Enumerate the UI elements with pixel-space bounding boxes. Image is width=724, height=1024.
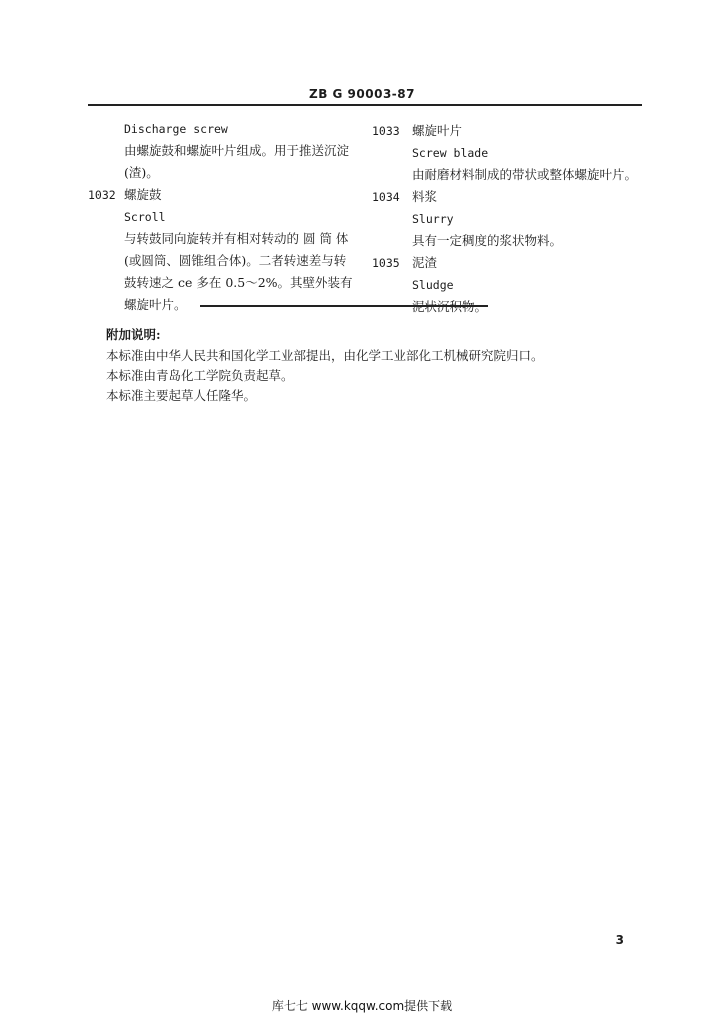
term-en: Sludge [412,278,454,292]
left-column [88,118,358,316]
term-zh: 料浆 [412,189,438,204]
definition-text: 鼓转速之 ce 多在 0.5～2%。其壁外装有 [124,275,353,290]
definition-text: (或圆筒、圆锥组合体)。二者转速差与转 [124,253,347,268]
entry-1034 [372,186,652,208]
entry-number: 1034 [372,190,400,204]
entry-1033 [372,120,652,142]
definition-text: (渣)。 [124,165,159,180]
term-zh: 螺旋鼓 [124,187,162,202]
header-rule [88,104,642,106]
entry-1035 [372,252,652,274]
section-end-rule [200,305,488,307]
note-line: 本标准由青岛化工学院负责起草。 [106,368,294,383]
term-en: Discharge screw [124,122,228,136]
definition-text: 与转鼓同向旋转并有相对转动的 圆 筒 体 [124,231,349,246]
definition-text: 由螺旋鼓和螺旋叶片组成。用于推送沉淀 [124,143,350,158]
right-column [372,120,652,318]
note-line: 本标准由中华人民共和国化学工业部提出，由化学工业部化工机械研究院归口。 [106,348,544,363]
term-en: Screw blade [412,146,489,160]
term-en: Scroll [124,210,166,224]
page-number: 3 [615,933,624,947]
definition-text: 螺旋叶片。 [124,297,187,312]
entry-continuation [88,118,358,140]
definition-text: 具有一定稠度的浆状物料。 [412,233,563,248]
note-line: 本标准主要起草人任隆华。 [106,388,257,403]
footer-watermark: 库七七 www.kqqw.com提供下载 [271,999,453,1013]
additional-notes [106,324,544,406]
notes-title: 附加说明: [106,327,161,342]
term-zh: 泥渣 [412,255,438,270]
entry-1032 [88,184,358,206]
entry-number: 1032 [88,188,116,202]
term-en: Slurry [412,212,454,226]
definition-text: 由耐磨材料制成的带状或整体螺旋叶片。 [412,167,638,182]
definition-text [412,296,487,318]
term-zh: 螺旋叶片 [412,123,463,138]
entry-number: 1033 [372,124,400,138]
standard-code-header: ZB G 90003-87 [309,87,415,101]
entry-number: 1035 [372,256,400,270]
